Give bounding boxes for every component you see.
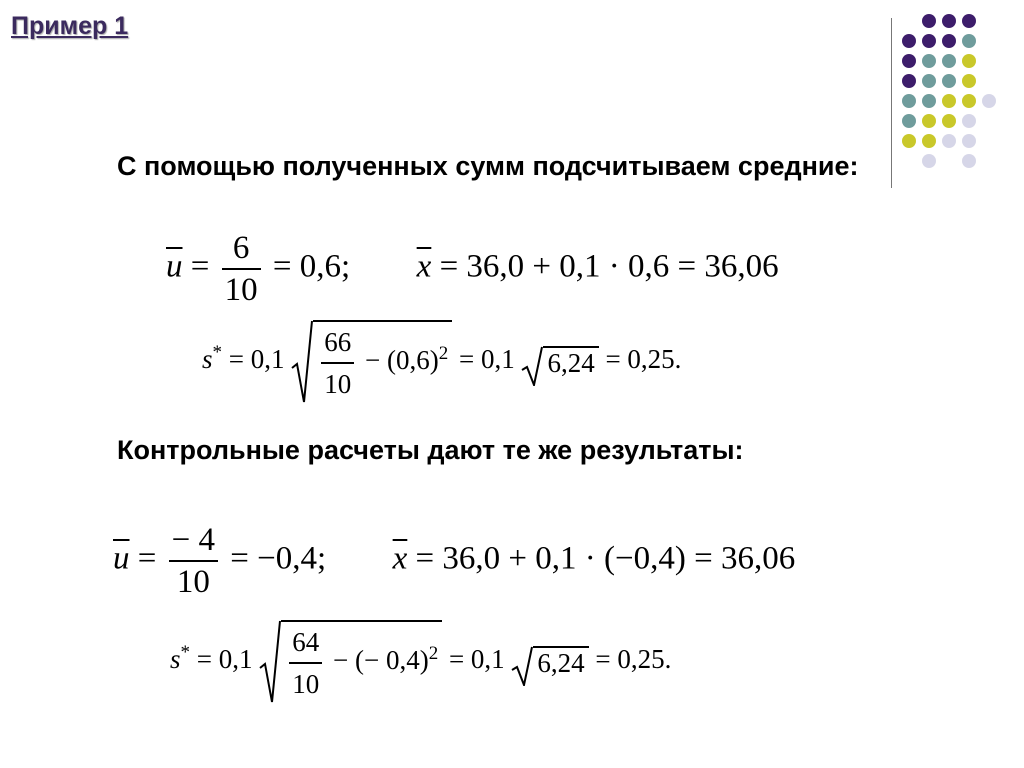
u-result: = 0,6; [272,248,351,285]
u-bar-symbol: $\overline{u}$ [166,248,183,285]
decorative-dot [982,94,996,108]
u-fraction: $\frac{6}{10}$ [222,228,261,310]
decorative-dot [942,54,956,68]
slide-title: Пример 1 [11,12,129,40]
sqrt-sign-icon [521,346,543,386]
formula-means-2: $\overline{u}$ = $\frac{- 4}{10}$ = −0,4; $\overline{x} = 36,0 + 0,1 \cdot (-0,4) = 36,06$ [113,522,796,600]
decorative-dot [942,74,956,88]
decorative-dot [962,54,976,68]
formula-std-1: s* = 0,1 $\frac{66}{10}$ − $(0,6)^2 = 0,1$ 6,24 = 0,25. [202,320,681,404]
decorative-dot [942,114,956,128]
decorative-dot [962,114,976,128]
paragraph-means: С помощью полученных сумм подсчитываем средние: [117,151,859,181]
u-fraction: $\frac{- 4}{10}$ [169,520,218,602]
decorative-dot [922,114,936,128]
formula-means-1: $\overline{u}$ = $\frac{6}{10}$ = 0,6; $\overline{x} = 36,0 + 0,1 \cdot 0,6 = 36,06$ [166,230,779,308]
decorative-dot [962,34,976,48]
decorative-dot [922,54,936,68]
x-expression: = 36,0 + 0,1 · (−0,4) = 36,06 [415,540,796,577]
decorative-dot [942,134,956,148]
sqrt-expression: $\frac{64}{10}$ − (− 0,4)$^2$ [259,620,442,704]
decorative-dot [902,34,916,48]
decorative-dot [942,34,956,48]
decorative-dot [922,94,936,108]
decorative-dot [902,134,916,148]
u-bar-symbol: $\overline{u}$ [113,540,130,577]
formula-std-2: s* = 0,1 $\frac{64}{10}$ − (− 0,4)$^2$ = 0,1 6,24 = 0,25. [170,620,671,704]
decorative-dot [962,14,976,28]
x-bar-symbol: $\overline{x}$ [392,540,408,577]
x-expression: = 36,0 + 0,1 · 0,6 = 36,06 [439,248,779,285]
decorative-dot [902,74,916,88]
x-bar-symbol: $\overline{x}$ [416,248,432,285]
decorative-dot [902,94,916,108]
decorative-dot [922,14,936,28]
decorative-dot [922,134,936,148]
decorative-dot [942,94,956,108]
decorative-dot [922,154,936,168]
decorative-dot [962,154,976,168]
decorative-dot [922,74,936,88]
decorative-dot [962,74,976,88]
sqrt-sign-icon [511,646,533,686]
sqrt-sign-icon [291,320,313,404]
paragraph-control: Контрольные расчеты дают те же результаты: [117,435,744,465]
decorative-dot [902,114,916,128]
sqrt-sign-icon [259,620,281,704]
decorative-dot [962,94,976,108]
decorative-dot [942,14,956,28]
decorative-dot [922,34,936,48]
decorative-dot [902,54,916,68]
decorative-dot [962,134,976,148]
u-result: = −0,4; [230,540,327,577]
sqrt-expression: $\frac{66}{10}$ − $(0,6)^2$ [291,320,452,404]
